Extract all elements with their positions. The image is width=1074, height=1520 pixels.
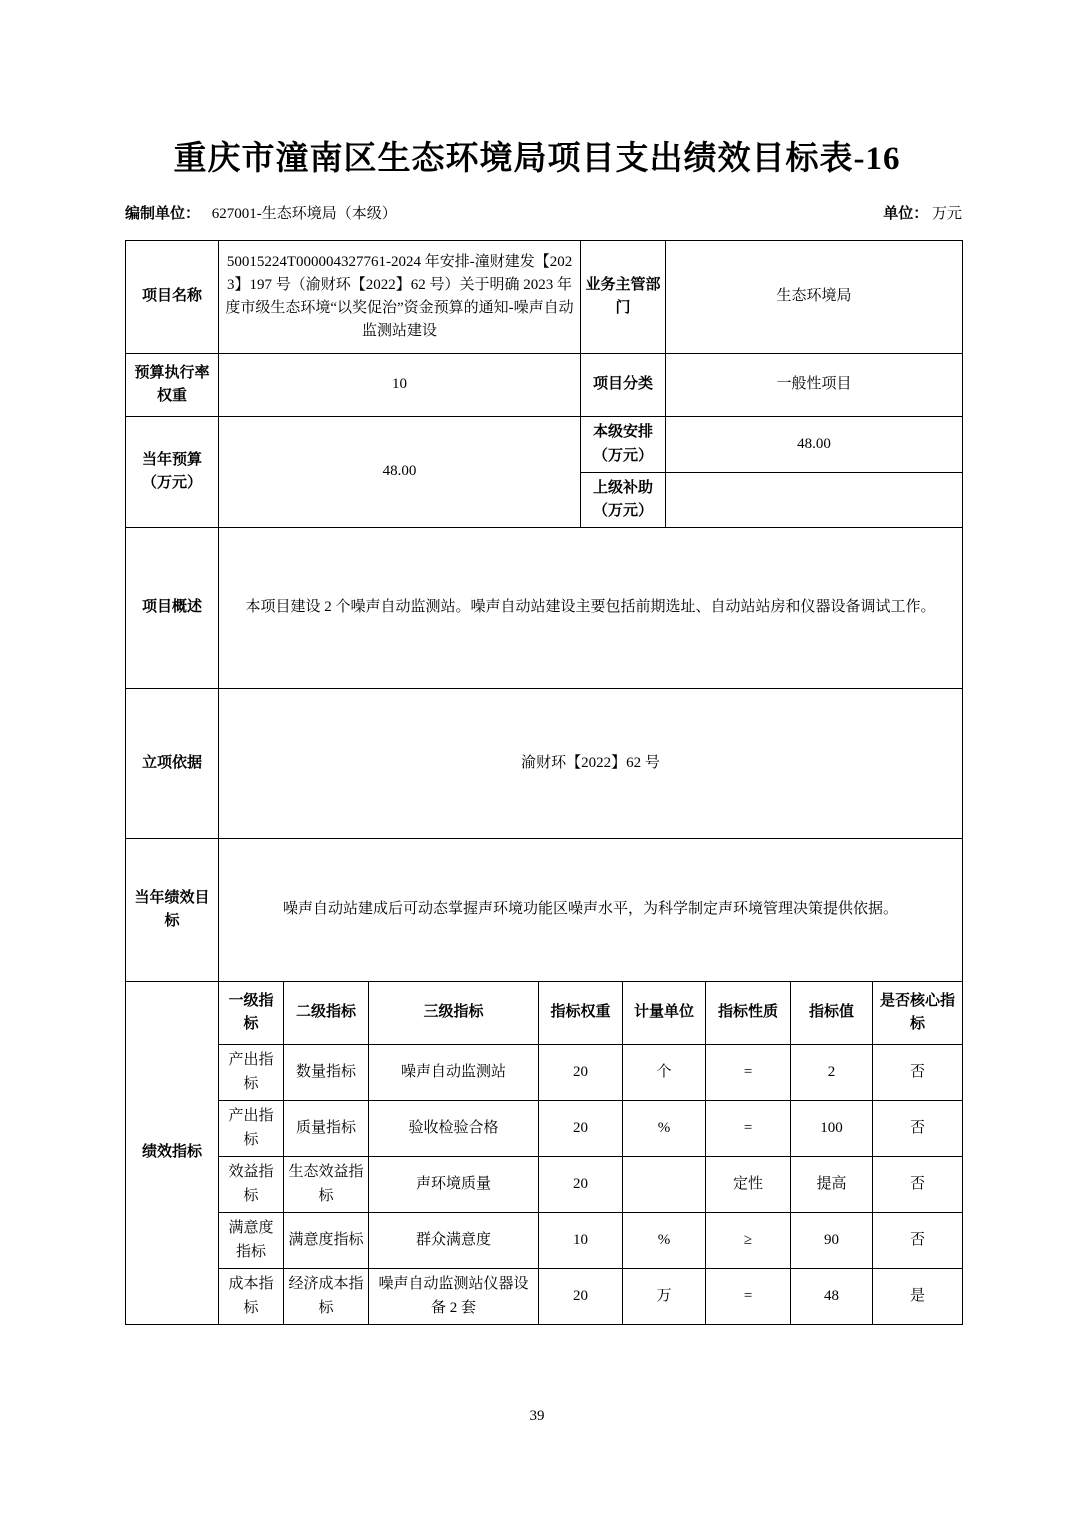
annual-budget-value: 48.00 <box>219 417 581 528</box>
indicator-cell: 声环境质量 <box>369 1157 539 1213</box>
indicator-cell: 万 <box>623 1269 706 1325</box>
indicator-cell: 产出指标 <box>219 1101 284 1157</box>
table-row <box>126 839 963 982</box>
indicators-section-label: 绩效指标 <box>126 982 219 1325</box>
project-name-label: 项目名称 <box>126 241 219 354</box>
dept-label: 业务主管部门 <box>581 241 666 354</box>
indicator-cell: = <box>706 1101 791 1157</box>
indicator-cell: % <box>623 1101 706 1157</box>
table-row <box>126 354 963 417</box>
indicator-cell: 是 <box>873 1269 963 1325</box>
indicator-header: 计量单位 <box>623 982 706 1045</box>
indicator-header: 一级指标 <box>219 982 284 1045</box>
local-arrangement-label: 本级安排（万元） <box>581 417 666 473</box>
indicator-cell: 否 <box>873 1045 963 1101</box>
indicator-cell: 否 <box>873 1101 963 1157</box>
category-value: 一般性项目 <box>666 354 963 417</box>
currency-unit-value: 万元 <box>931 206 962 222</box>
indicator-cell: 群众满意度 <box>369 1213 539 1269</box>
indicator-cell: 提高 <box>791 1157 873 1213</box>
indicator-row <box>126 1213 963 1269</box>
indicator-cell: 满意度指标 <box>219 1213 284 1269</box>
indicator-header: 指标值 <box>791 982 873 1045</box>
category-label: 项目分类 <box>581 354 666 417</box>
indicator-cell: ≥ <box>706 1213 791 1269</box>
indicator-cell: 个 <box>623 1045 706 1101</box>
indicator-cell: 质量指标 <box>284 1101 369 1157</box>
prepared-by <box>125 204 397 224</box>
table-row <box>126 417 963 473</box>
indicator-cell: 生态效益指标 <box>284 1157 369 1213</box>
meta-line <box>125 204 962 224</box>
indicator-row <box>126 1045 963 1101</box>
indicator-cell: 成本指标 <box>219 1269 284 1325</box>
indicator-cell: 噪声自动监测站 <box>369 1045 539 1101</box>
indicator-row <box>126 1269 963 1325</box>
indicator-cell: 否 <box>873 1213 963 1269</box>
indicator-header-row <box>126 982 963 1045</box>
indicator-header: 指标性质 <box>706 982 791 1045</box>
dept-value: 生态环境局 <box>666 241 963 354</box>
indicator-cell: % <box>623 1213 706 1269</box>
indicator-cell: 验收检验合格 <box>369 1101 539 1157</box>
goal-value: 噪声自动站建成后可动态掌握声环境功能区噪声水平，为科学制定声环境管理决策提供依据。 <box>219 839 963 982</box>
indicator-cell <box>623 1157 706 1213</box>
superior-subsidy-label: 上级补助（万元） <box>581 473 666 528</box>
indicator-cell: 效益指标 <box>219 1157 284 1213</box>
basis-value: 渝财环【2022】62 号 <box>219 689 963 839</box>
indicator-cell: 2 <box>791 1045 873 1101</box>
project-name-value: 50015224T000004327761-2024 年安排-潼财建发【2023】197 号（渝财环【2022】62 号）关于明确 2023 年度市级生态环境“以奖促治”资金预算的通知-噪声自动监测站建设 <box>219 241 581 354</box>
budget-rate-value: 10 <box>219 354 581 417</box>
indicator-header: 二级指标 <box>284 982 369 1045</box>
prepared-by-value: 627001-生态环境局（本级） <box>211 206 397 222</box>
local-arrangement-value: 48.00 <box>666 417 963 473</box>
prepared-by-label: 编制单位： <box>125 206 201 222</box>
indicator-cell: = <box>706 1269 791 1325</box>
table-row <box>126 689 963 839</box>
indicator-cell: 数量指标 <box>284 1045 369 1101</box>
indicator-cell: 20 <box>539 1269 623 1325</box>
indicator-row <box>126 1101 963 1157</box>
indicator-cell: 否 <box>873 1157 963 1213</box>
currency-unit-label: 单位： <box>883 206 929 222</box>
overview-label: 项目概述 <box>126 528 219 689</box>
indicator-cell: 噪声自动监测站仪器设备 2 套 <box>369 1269 539 1325</box>
overview-value: 本项目建设 2 个噪声自动监测站。噪声自动站建设主要包括前期选址、自动站站房和仪器设备调试工作。 <box>219 528 963 689</box>
indicator-cell: 20 <box>539 1045 623 1101</box>
indicator-cell: 经济成本指标 <box>284 1269 369 1325</box>
indicator-cell: 产出指标 <box>219 1045 284 1101</box>
indicator-cell: 100 <box>791 1101 873 1157</box>
table-row <box>126 528 963 689</box>
indicator-cell: 满意度指标 <box>284 1213 369 1269</box>
indicator-cell: = <box>706 1045 791 1101</box>
document-title: 重庆市潼南区生态环境局项目支出绩效目标表-16 <box>173 141 901 177</box>
superior-subsidy-value <box>666 473 963 528</box>
indicator-cell: 20 <box>539 1101 623 1157</box>
indicator-row <box>126 1157 963 1213</box>
goal-label: 当年绩效目标 <box>126 839 219 982</box>
indicator-cell: 90 <box>791 1213 873 1269</box>
table-body <box>126 241 963 1325</box>
currency-unit <box>883 204 962 224</box>
indicator-header: 是否核心指标 <box>873 982 963 1045</box>
basis-label: 立项依据 <box>126 689 219 839</box>
indicator-header: 指标权重 <box>539 982 623 1045</box>
indicator-cell: 48 <box>791 1269 873 1325</box>
indicator-header: 三级指标 <box>369 982 539 1045</box>
performance-target-table <box>125 240 963 1325</box>
table-row <box>126 241 963 354</box>
annual-budget-label: 当年预算（万元） <box>126 417 219 528</box>
indicator-cell: 定性 <box>706 1157 791 1213</box>
indicator-cell: 20 <box>539 1157 623 1213</box>
page-number: 39 <box>529 1408 545 1424</box>
budget-rate-label: 预算执行率权重 <box>126 354 219 417</box>
indicator-cell: 10 <box>539 1213 623 1269</box>
